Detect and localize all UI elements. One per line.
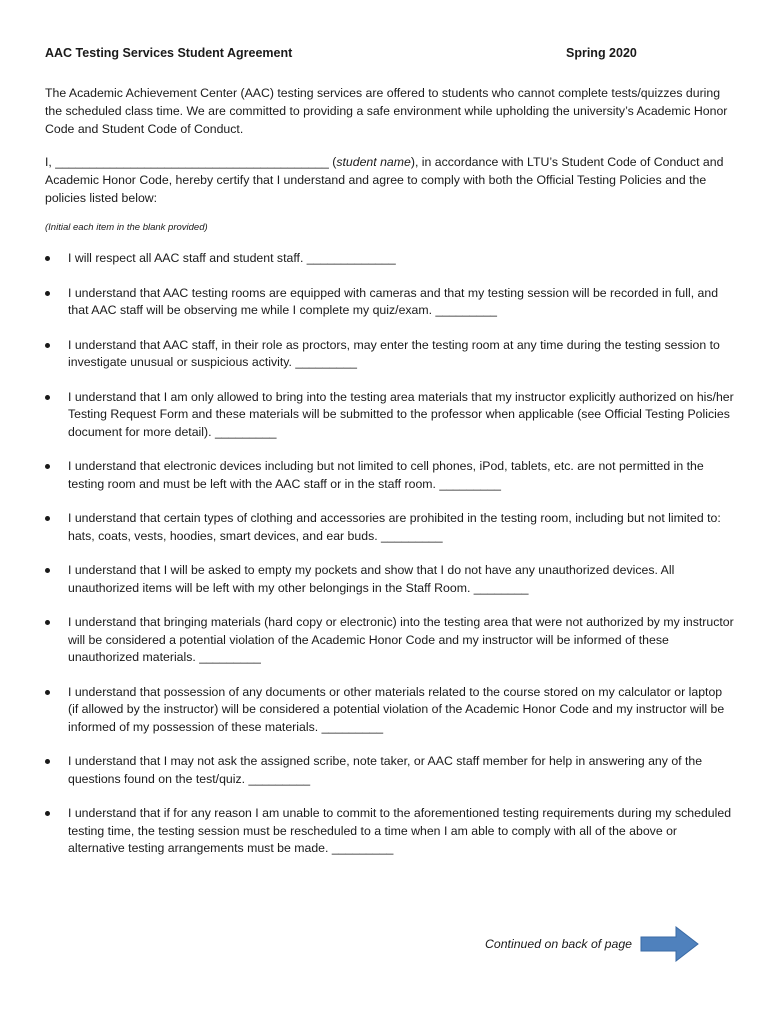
bullet-icon: [45, 759, 50, 764]
certification-paragraph: [45, 153, 735, 207]
policy-text: I understand that AAC testing rooms are equipped with cameras and that my testing session will be recorded in full, and that AAC staff will be observing me while I complete my quiz/exam. _________: [68, 285, 719, 317]
bullet-icon: [45, 620, 50, 625]
page-footer: [485, 926, 705, 962]
bullet-icon: [45, 516, 50, 521]
policy-text: I understand that certain types of clothing and accessories are prohibited in the testing room, including but not limited to: hats, coats, vests, hoodies, smart devices, and ear buds. _________: [68, 511, 721, 543]
note-text: Initial each item in the blank provided: [48, 222, 205, 233]
policy-text: I will respect all AAC staff and student staff. _____________: [68, 251, 396, 265]
policy-item: [45, 684, 735, 737]
policy-text: I understand that electronic devices including but not limited to cell phones, iPod, tablets, etc. are not permitted in the testing room and must be left with the AAC staff or in the staff room. _________: [68, 459, 704, 491]
bullet-icon: [45, 568, 50, 573]
bullet-icon: [45, 464, 50, 469]
bullet-icon: [45, 690, 50, 695]
document-title: AAC Testing Services Student Agreement: [45, 46, 293, 60]
initial-instruction-note: [45, 221, 735, 235]
certification-prefix: I, ________________________________________ (: [45, 155, 337, 169]
policy-item: [45, 753, 735, 788]
arrow-right-icon: [640, 926, 700, 962]
document-header: [45, 46, 735, 64]
bullet-icon: [45, 395, 50, 400]
policy-text: I understand that if for any reason I am unable to commit to the aforementioned testing requirements during my scheduled testing time, the testing session must be rescheduled to a time when I am able to comply with all of the above or alternative testing arrangements must be made. _________: [68, 806, 732, 855]
policy-list: [45, 250, 735, 858]
note-open-paren: (: [45, 222, 49, 233]
student-name-label: student name: [336, 155, 411, 169]
policy-text: I understand that I may not ask the assigned scribe, note taker, or AAC staff member for help in answering any of the questions found on the test/quiz. _________: [68, 754, 703, 786]
policy-text: I understand that possession of any documents or other materials related to the course stored on my calculator or laptop (if allowed by the instructor) will be considered a potential violation of the Academic Honor Code and my instructor will be informed of my possession of these materials. _________: [68, 684, 725, 734]
policy-item: [45, 337, 735, 372]
policy-item: [45, 510, 735, 545]
policy-item: [45, 805, 735, 858]
bullet-icon: [45, 291, 50, 296]
policy-item: [45, 389, 735, 442]
policy-item: [45, 458, 735, 493]
policy-item: [45, 562, 735, 597]
policy-item: [45, 250, 735, 268]
continued-note: Continued on back of page: [485, 937, 632, 951]
document-page: [45, 46, 735, 875]
policy-item: [45, 614, 735, 667]
document-term: Spring 2020: [566, 46, 637, 60]
bullet-icon: [45, 811, 50, 816]
intro-paragraph: The Academic Achievement Center (AAC) testing services are offered to students who cannot complete tests/quizzes during the scheduled class time. We are committed to providing a safe environment while upholding the university’s Academic Honor Code and Student Code of Conduct.: [45, 86, 728, 136]
policy-text: I understand that I will be asked to empty my pockets and show that I do not have any unauthorized devices. All unauthorized items will be left with my other belongings in the Staff Room. ________: [68, 563, 675, 595]
policy-text: I understand that I am only allowed to bring into the testing area materials that my instructor explicitly authorized on his/her Testing Request Form and these materials will be submitted to the professor when applicable (see Official Testing Policies document for more detail). _________: [68, 389, 734, 439]
policy-item: [45, 285, 735, 320]
bullet-icon: [45, 256, 50, 261]
policy-text: I understand that AAC staff, in their role as proctors, may enter the testing room at any time during the testing session to investigate unusual or suspicious activity. _________: [68, 337, 720, 369]
note-close-paren: ): [204, 222, 208, 233]
policy-text: I understand that bringing materials (hard copy or electronic) into the testing area that were not authorized by my instructor will be considered a potential violation of the Academic Honor Code and my instructor will be informed of these unauthorized materials. _________: [68, 615, 734, 664]
certification-suffix: ), in accordance with LTU’s Student Code of Conduct and Academic Honor Code, hereby certify that I understand and agree to comply with both the Official Testing Policies and the policies listed below:: [45, 155, 724, 205]
bullet-icon: [45, 343, 50, 348]
